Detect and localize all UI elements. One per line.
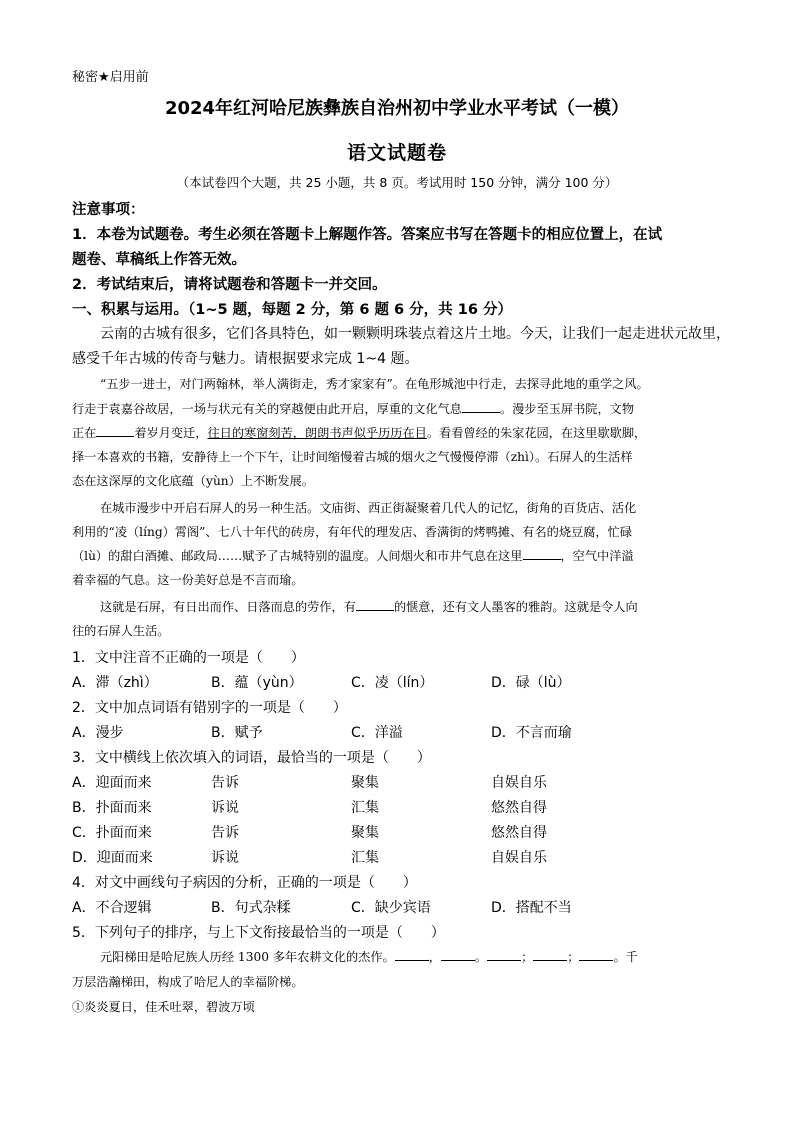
q3-option-c[interactable]: C．扑面而来 (72, 825, 152, 841)
q5-sep-3: ； (521, 950, 534, 964)
exam-info: （本试卷四个大题，共 25 小题，共 8 页。考试用时 150 分钟，满分 100 分） (176, 175, 618, 190)
passage-p3-line-1-text-b: 的惬意，还有文人墨客的雅韵。这就是令人向 (393, 600, 638, 614)
passage-p1-line-2 (72, 400, 634, 417)
passage-p3-line-1-text-a: 这就是石屏，有日出而作、日落而息的劳作，有 (100, 600, 356, 614)
passage-p3-line-1 (100, 598, 638, 615)
q1-option-d[interactable]: D．碌（lù） (491, 675, 571, 691)
q3-option-d-word-2: 诉说 (211, 850, 239, 866)
q3-option-a-word-2: 告诉 (211, 775, 239, 791)
section-1-heading: 一、积累与运用。（1~5 题，每题 2 分，第 6 题 6 分，共 16 分） (72, 302, 512, 318)
q5-context-line-2: 万层浩瀚梯田，构成了哈尼人的幸福阶梯。 (72, 975, 304, 989)
fill-blank-2[interactable] (96, 424, 134, 437)
q5-blank-4[interactable] (533, 948, 567, 961)
passage-p3-line-2: 往的石屏人生活。 (72, 624, 170, 638)
q3-option-b-word-4: 悠然自得 (491, 800, 547, 816)
q5-blank-1[interactable] (395, 948, 429, 961)
passage-p1-line-4: 择一本喜欢的书籍，安静待上一个下午，让时间缩慢着古城的烟火之气慢慢停滞（zhì）。石屏人的生活样 (72, 450, 633, 464)
q5-blank-5[interactable] (579, 948, 613, 961)
passage-p1-line-2-text-b: 。漫步至玉屏书院，文物 (500, 402, 635, 416)
passage-p2-line-1: 在城市漫步中开启石屏人的另一种生活。文庙街、西正街凝聚着几代人的记忆，街角的百货店、活化 (100, 501, 637, 515)
q5-blank-3[interactable] (487, 948, 521, 961)
passage-p2-line-2: 利用的“凌（líng）霄阁”、七八十年代的砖房，有年代的理发店、香满街的烤鸭摊、有名的烧豆腐，忙碌 (72, 525, 632, 539)
q5-context-line-1 (100, 948, 638, 965)
q2-option-a[interactable]: A．漫步 (72, 725, 124, 741)
q5-item-1: ①炎炎夏日，佳禾吐翠，碧波万顷 (72, 1000, 255, 1014)
q4-option-d[interactable]: D．搭配不当 (491, 900, 572, 916)
passage-p1-line-3 (72, 424, 646, 441)
secret-label: 秘密★启用前 (72, 70, 149, 85)
q4-option-c[interactable]: C．缺少宾语 (351, 900, 431, 916)
section-1-intro-line-1: 云南的古城有很多，它们各具特色，如一颗颗明珠装点着这片土地。今天，让我们一起走进状元故里， (100, 326, 730, 342)
note-1-line-1: 1．本卷为试题卷。考生必须在答题卡上解题作答。答案应书写在答题卡的相应位置上，在试 (72, 227, 663, 243)
passage-p2-line-3-text-b: ，空气中洋溢 (560, 549, 634, 563)
passage-p2-line-3-text-a: （lù）的甜白酒摊、邮政局……赋予了古城特别的温度。人间烟火和市井气息在这里 (72, 549, 523, 563)
passage-p1-line-5: 态在这深厚的文化底蕴（yùn）上不断发展。 (72, 474, 314, 488)
fill-blank-4[interactable] (356, 598, 394, 611)
question-4: 4．对文中画线句子病因的分析，正确的一项是（ ） (72, 875, 417, 891)
section-1-intro-line-2: 感受千年古城的传奇与魅力。请根据要求完成 1~4 题。 (72, 351, 419, 367)
q3-option-d[interactable]: D．迎面而来 (72, 850, 153, 866)
q3-option-a[interactable]: A．迎面而来 (72, 775, 152, 791)
q1-option-a[interactable]: A．滞（zhì） (72, 675, 158, 691)
q5-sep-2: 。 (474, 950, 488, 964)
q3-option-c-word-4: 悠然自得 (491, 825, 547, 841)
q5-sep-5: 。千 (613, 950, 638, 964)
q1-option-c[interactable]: C．凌（lín） (351, 675, 434, 691)
q2-option-b[interactable]: B．赋予 (211, 725, 263, 741)
passage-p2-line-3 (72, 547, 634, 564)
question-5: 5．下列句子的排序，与上下文衔接最恰当的一项是（ ） (72, 925, 445, 941)
q3-option-a-word-3: 聚集 (351, 775, 379, 791)
passage-p1-line-2-text-a: 行走于袁嘉谷故居，一场与状元有关的穿越便由此开启，厚重的文化气息 (72, 402, 462, 416)
q4-option-a[interactable]: A．不合逻辑 (72, 900, 152, 916)
passage-p2-line-4: 着幸福的气息。这一份美好总是不言而瑜。 (72, 573, 304, 587)
q3-option-c-word-3: 聚集 (351, 825, 379, 841)
passage-p1-line-3-text-d: 。看看曾经的朱家花园，在这里歇歇脚， (426, 426, 647, 440)
question-2: 2．文中加点词语有错别字的一项是（ ） (72, 700, 347, 716)
notes-heading: 注意事项： (72, 202, 145, 218)
q4-option-b[interactable]: B．句式杂糅 (211, 900, 291, 916)
q3-option-c-word-2: 告诉 (211, 825, 239, 841)
question-1: 1．文中注音不正确的一项是（ ） (72, 650, 305, 666)
exam-subtitle: 语文试题卷 (346, 142, 447, 164)
q3-option-b-word-2: 诉说 (211, 800, 239, 816)
exam-title: 2024年红河哈尼族彝族自治州初中学业水平考试（一模） (164, 98, 630, 119)
q5-blank-2[interactable] (441, 948, 475, 961)
q5-sep-1: ， (428, 950, 441, 964)
q3-option-b-word-3: 汇集 (351, 800, 379, 816)
q3-option-d-word-4: 自娱自乐 (491, 850, 547, 866)
question-3: 3．文中横线上依次填入的词语，最恰当的一项是（ ） (72, 750, 431, 766)
note-2: 2．考试结束后，请将试题卷和答题卡一并交回。 (72, 277, 387, 293)
passage-p1-line-1: “五步一进士，对门两翰林，举人满街走，秀才家家有”。在龟形城池中行走，去探寻此地的重学之风。 (100, 377, 649, 391)
q3-option-b[interactable]: B．扑面而来 (72, 800, 152, 816)
note-1-line-2: 题卷、草稿纸上作答无效。 (72, 252, 246, 268)
fill-blank-1[interactable] (462, 400, 500, 413)
q1-option-b[interactable]: B．蕴（yùn） (211, 675, 303, 691)
q3-option-a-word-4: 自娱自乐 (491, 775, 547, 791)
fill-blank-3[interactable] (523, 547, 561, 560)
q5-context-text: 元阳梯田是哈尼族人历经 1300 多年农耕文化的杰作。 (100, 950, 395, 964)
q5-sep-4: ； (567, 950, 580, 964)
passage-p1-line-3-text-b: 着岁月变迁， (134, 426, 208, 440)
q2-option-d[interactable]: D．不言而瑜 (491, 725, 572, 741)
q2-option-c[interactable]: C．洋溢 (351, 725, 403, 741)
underlined-sentence: 往日的寒窗刻苦，朗朗书声似乎历历在目 (207, 426, 427, 440)
q3-option-d-word-3: 汇集 (351, 850, 379, 866)
passage-p1-line-3-text-a: 正在 (72, 426, 97, 440)
